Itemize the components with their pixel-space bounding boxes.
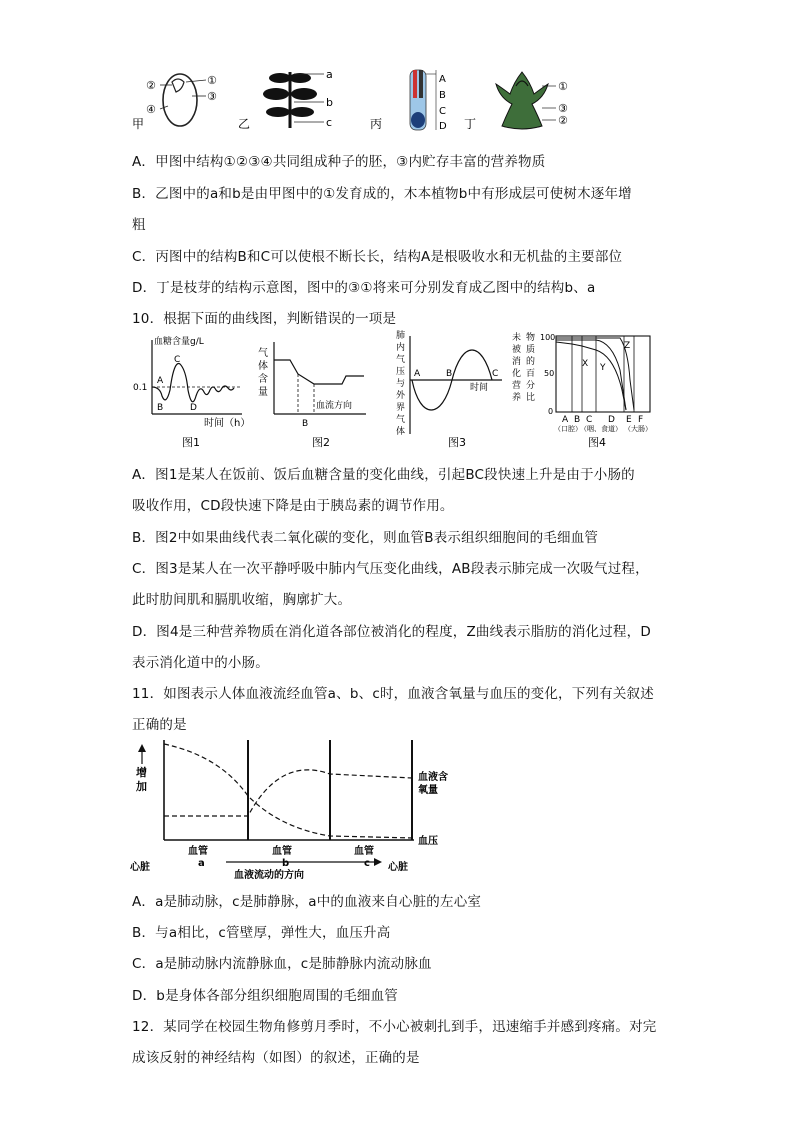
fig1-blood-sugar [133, 335, 250, 449]
svg-text:C: C [586, 415, 593, 425]
q11-option-a[interactable]: A．a是肺动脉，c是肺静脉，a中的血液来自心脏的左心室 [132, 894, 482, 910]
jia-label-2: ② [146, 79, 156, 92]
svg-text:B: B [302, 419, 309, 429]
q12-stem: 12．某同学在校园生物角修剪月季时，不小心被刺扎到手，迅速缩手并感到疼痛。对完 [132, 1019, 657, 1035]
svg-text:时间: 时间 [470, 383, 489, 393]
bing-label-A: A [439, 74, 446, 85]
svg-text:未: 未 [512, 333, 522, 343]
yi-caption: 乙 [238, 117, 251, 131]
q11-stem: 11．如图表示人体血液流经血管a、b、c时，血液含氧量与血压的变化，下列有关叙述 [132, 686, 654, 702]
svg-text:体: 体 [396, 427, 406, 437]
q12-stem-cont: 成该反射的神经结构（如图）的叙述，正确的是 [132, 1050, 420, 1066]
svg-text:Z: Z [624, 341, 631, 351]
q10-option-d-cont: 表示消化道中的小肠。 [132, 655, 269, 671]
svg-text:血糖含量g/L: 血糖含量g/L [154, 337, 204, 347]
svg-text:0: 0 [548, 407, 554, 416]
ding-label-2: ② [558, 114, 568, 127]
svg-text:加: 加 [136, 780, 147, 793]
bing-label-B: B [439, 90, 446, 101]
oxygen-curve [164, 770, 412, 816]
svg-text:A: A [414, 369, 421, 379]
q10-option-b[interactable]: B．图2中如果曲线代表二氧化碳的变化，则血管B表示组织细胞间的毛细血管 [132, 530, 599, 546]
svg-text:B: B [574, 415, 581, 425]
svg-text:血液流动的方向: 血液流动的方向 [234, 870, 304, 881]
fig4-curve-x [556, 342, 626, 410]
q11-stem-cont: 正确的是 [132, 717, 187, 733]
pressure-curve [164, 744, 414, 838]
svg-text:血管: 血管 [354, 846, 374, 857]
svg-text:0.1: 0.1 [133, 383, 148, 393]
svg-text:100: 100 [540, 333, 556, 342]
svg-text:含: 含 [258, 374, 268, 385]
q10-option-d[interactable]: D．图4是三种营养物质在消化道各部位被消化的程度，Z曲线表示脂肪的消化过程，D [132, 624, 651, 640]
svg-text:血流方向: 血流方向 [316, 401, 353, 411]
jia-label-3: ③ [207, 90, 217, 103]
q10-option-a[interactable]: A．图1是某人在饭前、饭后血糖含量的变化曲线，引起BC段快速上升是由于小肠的 [132, 467, 635, 483]
svg-text:E: E [626, 415, 632, 425]
yi-label-a: a [326, 68, 333, 81]
plant-structures-figure [130, 66, 590, 136]
q9-option-c[interactable]: C．丙图中的结构B和C可以使根不断长长，结构A是根吸收水和无机盐的主要部位 [132, 249, 623, 265]
svg-text:图4: 图4 [588, 436, 606, 449]
svg-text:养: 养 [512, 393, 522, 403]
svg-text:比: 比 [526, 393, 536, 403]
svg-text:量: 量 [258, 387, 268, 398]
ding-caption: 丁 [464, 117, 477, 131]
svg-text:心脏: 心脏 [388, 862, 408, 873]
svg-text:肺: 肺 [396, 331, 406, 341]
fig4-digestion [512, 331, 652, 449]
svg-text:b: b [282, 858, 290, 869]
q9-option-a[interactable]: A．甲图中结构①②③④共同组成种子的胚，③内贮存丰富的营养物质 [132, 154, 546, 170]
svg-text:压: 压 [396, 367, 406, 377]
ding-label-1: ① [558, 80, 568, 93]
svg-text:血管: 血管 [188, 846, 208, 857]
svg-text:营: 营 [512, 381, 522, 391]
svg-text:气: 气 [396, 415, 406, 425]
svg-text:的: 的 [526, 357, 536, 367]
q10-option-c-cont: 此时肋间肌和膈肌收缩，胸廓扩大。 [132, 592, 352, 608]
svg-text:血液含: 血液含 [418, 772, 448, 783]
svg-text:分: 分 [526, 381, 536, 391]
svg-text:与: 与 [396, 379, 406, 389]
q10-curves-figure [130, 330, 670, 458]
svg-text:B: B [446, 369, 453, 379]
svg-text:心脏: 心脏 [130, 862, 150, 873]
bing-label-D: D [439, 121, 447, 132]
svg-text:A: A [157, 376, 164, 386]
svg-text:C: C [174, 355, 181, 365]
q10-option-a-cont: 吸收作用，CD段快速下降是由于胰岛素的调节作用。 [132, 498, 454, 514]
svg-text:图3: 图3 [448, 436, 466, 449]
jia-label-1: ① [207, 74, 217, 87]
q9-option-b[interactable]: B．乙图中的a和b是由甲图中的①发育成的，木本植物b中有形成层可使树木逐年增 [132, 186, 632, 202]
svg-text:F: F [638, 415, 644, 425]
svg-text:质: 质 [526, 345, 536, 355]
svg-text:c: c [364, 858, 370, 869]
svg-text:时间（h）: 时间（h） [204, 418, 251, 429]
svg-text:气: 气 [258, 348, 268, 359]
svg-text:图2: 图2 [312, 436, 330, 449]
svg-text:（大肠）: （大肠） [624, 425, 652, 433]
q9-option-d[interactable]: D．丁是枝芽的结构示意图，图中的③①将来可分别发育成乙图中的结构b、a [132, 280, 596, 296]
q11-option-c[interactable]: C．a是肺动脉内流静脉血，c是肺静脉内流动脉血 [132, 956, 432, 972]
fig4-curve-z [556, 338, 634, 410]
fig4-curve-y [556, 340, 626, 410]
svg-text:气: 气 [396, 355, 406, 365]
ding-label-3: ③ [558, 102, 568, 115]
q10-stem: 10．根据下面的曲线图，判断错误的一项是 [132, 311, 397, 327]
svg-text:50: 50 [544, 369, 555, 378]
svg-text:B: B [157, 403, 164, 413]
svg-text:C: C [492, 369, 499, 379]
svg-text:被: 被 [512, 345, 522, 355]
svg-text:（口腔）: （口腔） [554, 425, 582, 433]
svg-text:氧量: 氧量 [418, 785, 438, 796]
svg-text:外: 外 [396, 391, 406, 401]
svg-text:A: A [562, 415, 569, 425]
svg-text:消: 消 [512, 357, 522, 367]
svg-text:a: a [198, 858, 205, 869]
svg-text:物: 物 [526, 333, 536, 343]
q11-option-d[interactable]: D．b是身体各部分组织细胞周围的毛细血管 [132, 988, 398, 1004]
q11-blood-vessel-figure [130, 736, 470, 882]
fig2-curve [274, 360, 364, 384]
svg-text:体: 体 [258, 361, 268, 372]
fig2-gas-content [258, 342, 366, 449]
svg-text:内: 内 [396, 343, 406, 353]
svg-text:化: 化 [512, 369, 522, 379]
yi-label-c: c [326, 116, 333, 129]
svg-text:（咽、食道）: （咽、食道） [580, 425, 622, 433]
seed-embryo [172, 79, 184, 92]
svg-text:界: 界 [396, 403, 406, 413]
bing-caption: 丙 [370, 117, 383, 131]
q11-option-b[interactable]: B．与a相比，c管壁厚，弹性大，血压升高 [132, 925, 391, 941]
bing-label-C: C [439, 106, 446, 117]
svg-text:图1: 图1 [182, 436, 200, 449]
jia-caption: 甲 [132, 117, 145, 131]
svg-text:增: 增 [136, 766, 147, 779]
q9-option-b-cont: 粗 [132, 217, 146, 233]
q10-option-c[interactable]: C．图3是某人在一次平静呼吸中肺内气压变化曲线，AB段表示肺完成一次吸气过程， [132, 561, 649, 577]
fig1-curve [152, 364, 234, 402]
svg-text:Y: Y [600, 363, 606, 373]
svg-text:百: 百 [526, 369, 536, 379]
jia-label-4: ④ [146, 103, 156, 116]
svg-text:血压: 血压 [418, 836, 438, 847]
svg-text:D: D [190, 403, 197, 413]
svg-text:血管: 血管 [272, 846, 292, 857]
fig3-lung-pressure [396, 330, 502, 449]
svg-text:X: X [582, 359, 589, 369]
svg-text:D: D [608, 415, 615, 425]
yi-label-b: b [326, 96, 333, 109]
